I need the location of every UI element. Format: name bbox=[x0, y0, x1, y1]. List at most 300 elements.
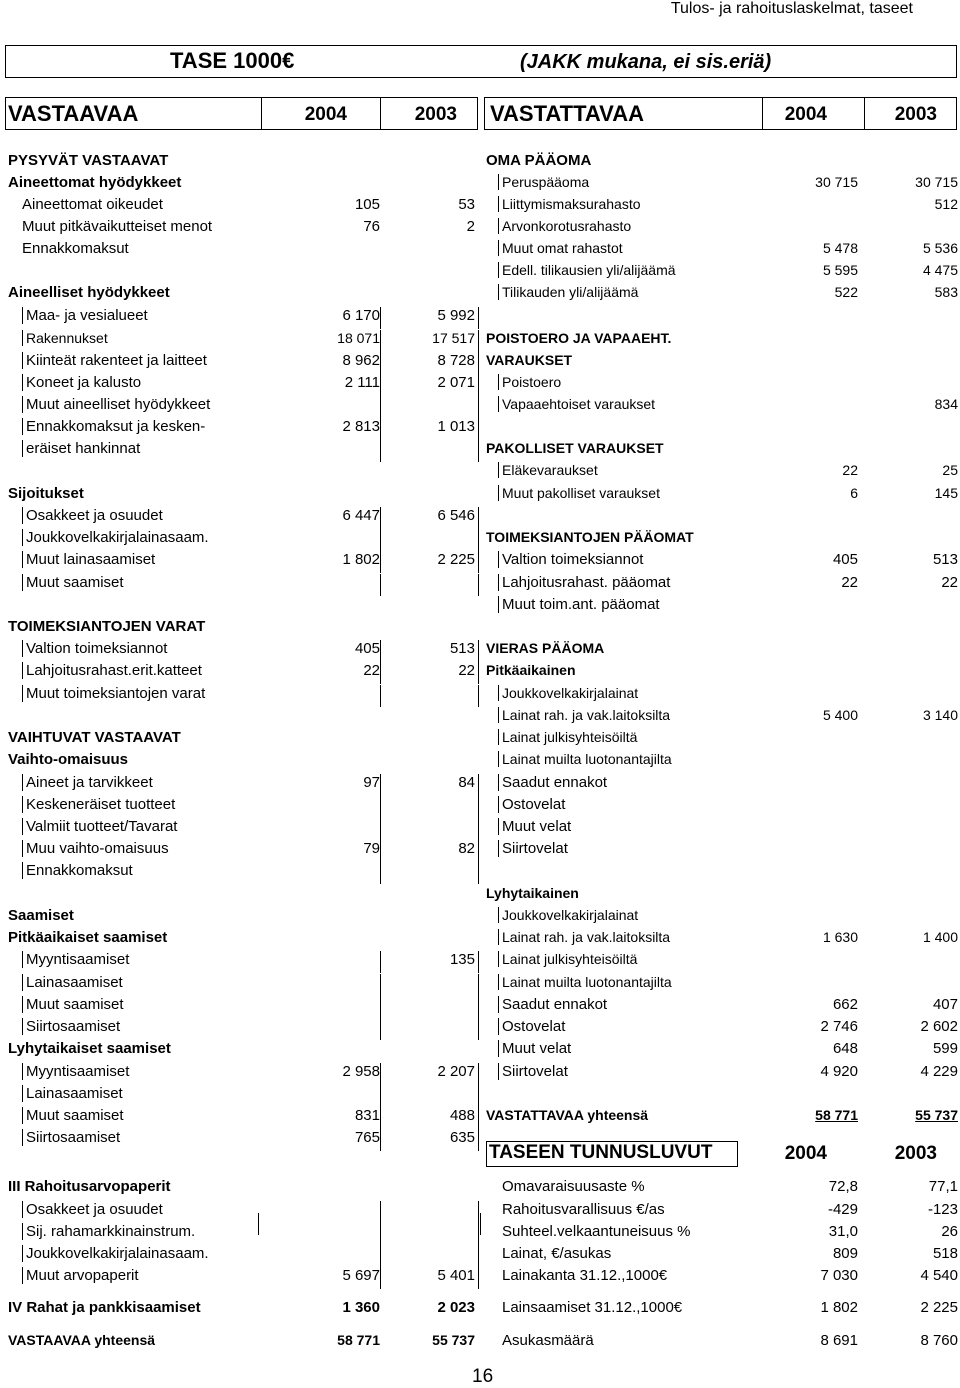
divider bbox=[478, 330, 479, 352]
asset-row bbox=[0, 507, 480, 529]
asset-value-2003: 8 728 bbox=[437, 352, 475, 369]
asset-value-2003: 488 bbox=[449, 1107, 475, 1124]
asset-value-2003: 135 bbox=[449, 951, 475, 968]
liability-value-2003: 583 bbox=[934, 284, 958, 300]
liability-row bbox=[484, 974, 960, 996]
liability-label: VIERAS PÄÄOMA bbox=[486, 640, 605, 656]
liability-value-2003: 4 475 bbox=[922, 262, 958, 278]
divider bbox=[380, 396, 381, 418]
asset-row bbox=[0, 729, 480, 751]
divider bbox=[380, 1107, 381, 1129]
divider bbox=[478, 1018, 479, 1040]
asset-row bbox=[0, 1245, 480, 1267]
asset-label: Muut aineelliset hyödykkeet bbox=[22, 396, 210, 413]
asset-label: Lainasaamiset bbox=[22, 1085, 123, 1102]
ratio-row bbox=[484, 1332, 960, 1354]
liability-row bbox=[484, 485, 960, 507]
ratios-title: TASEEN TUNNUSLUVUT bbox=[486, 1141, 738, 1167]
asset-row bbox=[0, 240, 480, 262]
liability-value-2004: 1 630 bbox=[822, 929, 858, 945]
asset-row bbox=[0, 951, 480, 973]
liability-row bbox=[484, 885, 960, 907]
asset-label: Joukkovelkakirjalainasaam. bbox=[22, 529, 209, 546]
asset-row bbox=[0, 330, 480, 352]
ratio-row bbox=[484, 1223, 960, 1245]
asset-label: Muut pitkävaikutteiset menot bbox=[22, 218, 213, 235]
ratio-label: Omavaraisuusaste % bbox=[502, 1178, 645, 1195]
asset-row bbox=[0, 974, 480, 996]
divider bbox=[380, 1267, 381, 1289]
divider bbox=[478, 574, 479, 596]
liability-label: TOIMEKSIANTOJEN PÄÄOMAT bbox=[486, 529, 694, 545]
divider bbox=[380, 374, 381, 396]
asset-row bbox=[0, 796, 480, 818]
asset-row bbox=[0, 418, 480, 440]
divider bbox=[380, 1201, 381, 1223]
liability-value-2003: 407 bbox=[932, 996, 958, 1013]
asset-value-2003: 55 737 bbox=[432, 1332, 475, 1348]
liability-row bbox=[484, 685, 960, 707]
asset-value-2003: 2 023 bbox=[437, 1299, 475, 1316]
liability-label: Eläkevaraukset bbox=[498, 462, 598, 478]
liability-label: Lahjoitusrahast. pääomat bbox=[498, 574, 670, 591]
liability-label: Vapaaehtoiset varaukset bbox=[498, 396, 655, 412]
ratio-value-2003: 77,1 bbox=[928, 1178, 958, 1195]
divider bbox=[478, 1223, 479, 1245]
ratio-value-2003: -123 bbox=[927, 1201, 958, 1218]
asset-value-2003: 2 225 bbox=[437, 551, 475, 568]
asset-row bbox=[0, 618, 480, 640]
liability-label: Muut velat bbox=[498, 818, 571, 835]
ratio-label: Lainat, €/asukas bbox=[502, 1245, 612, 1262]
liability-row bbox=[484, 774, 960, 796]
asset-row bbox=[0, 1201, 480, 1223]
liability-row bbox=[484, 729, 960, 751]
liability-label: POISTOERO JA VAPAAEHT. bbox=[486, 330, 672, 346]
asset-row bbox=[0, 1332, 480, 1354]
liability-row bbox=[484, 796, 960, 818]
asset-label: Saamiset bbox=[8, 907, 74, 924]
liability-value-2003: 145 bbox=[934, 485, 958, 501]
liability-row bbox=[484, 174, 960, 196]
liability-value-2004: 22 bbox=[841, 574, 858, 591]
asset-value-2003: 2 bbox=[466, 218, 475, 235]
asset-value-2004: 6 447 bbox=[342, 507, 380, 524]
ratio-row bbox=[484, 1178, 960, 1200]
divider bbox=[380, 307, 381, 329]
asset-row bbox=[0, 1107, 480, 1129]
asset-value-2004: 1 360 bbox=[342, 1299, 380, 1316]
ratios-year-2003: 2003 bbox=[894, 1143, 937, 1164]
liability-label: Lainat julkisyhteisöiltä bbox=[498, 951, 637, 967]
liability-label: Valtion toimeksiannot bbox=[498, 551, 643, 568]
asset-label: Lahjoitusrahast.erit.katteet bbox=[22, 662, 202, 679]
divider bbox=[478, 374, 479, 396]
asset-row bbox=[0, 174, 480, 196]
asset-row bbox=[0, 1063, 480, 1085]
ratio-value-2004: 31,0 bbox=[828, 1223, 858, 1240]
asset-label: PYSYVÄT VASTAAVAT bbox=[8, 152, 169, 169]
ratio-label: Rahoitusvarallisuus €/as bbox=[502, 1201, 665, 1218]
asset-label: Osakkeet ja osuudet bbox=[22, 507, 163, 524]
divider bbox=[478, 640, 479, 662]
liability-value-2003: 2 602 bbox=[920, 1018, 958, 1035]
divider bbox=[478, 1201, 479, 1223]
asset-row bbox=[0, 862, 480, 884]
asset-label: Rakennukset bbox=[22, 330, 108, 346]
divider bbox=[380, 352, 381, 374]
liability-label: Siirtovelat bbox=[498, 840, 568, 857]
asset-row bbox=[0, 840, 480, 862]
asset-value-2004: 22 bbox=[363, 662, 380, 679]
liability-label: VASTATTAVAA yhteensä bbox=[486, 1107, 649, 1123]
divider bbox=[478, 840, 479, 862]
asset-label: Muu vaihto-omaisuus bbox=[22, 840, 169, 857]
asset-label: Myyntisaamiset bbox=[22, 1063, 129, 1080]
liab-year-2004: 2004 bbox=[784, 104, 827, 125]
liability-value-2004: 5 478 bbox=[822, 240, 858, 256]
liability-label: OMA PÄÄOMA bbox=[486, 152, 592, 169]
assets-year-2004: 2004 bbox=[304, 104, 347, 125]
asset-row bbox=[0, 774, 480, 796]
asset-value-2004: 18 071 bbox=[337, 330, 380, 346]
divider bbox=[380, 774, 381, 796]
divider bbox=[380, 685, 381, 707]
liability-value-2004: 405 bbox=[832, 551, 858, 568]
liability-row bbox=[484, 596, 960, 618]
asset-label: Siirtosaamiset bbox=[22, 1129, 120, 1146]
asset-value-2003: 635 bbox=[449, 1129, 475, 1146]
divider bbox=[478, 1129, 479, 1151]
divider bbox=[380, 840, 381, 862]
ratio-value-2004: -429 bbox=[827, 1201, 858, 1218]
divider bbox=[478, 1267, 479, 1289]
asset-row bbox=[0, 396, 480, 418]
divider bbox=[380, 862, 381, 884]
asset-value-2004: 2 111 bbox=[344, 374, 380, 391]
asset-value-2003: 5 401 bbox=[437, 1267, 475, 1284]
asset-row bbox=[0, 152, 480, 174]
asset-row bbox=[0, 996, 480, 1018]
divider bbox=[380, 796, 381, 818]
asset-value-2004: 5 697 bbox=[342, 1267, 380, 1284]
divider bbox=[478, 529, 479, 551]
ratio-value-2003: 26 bbox=[941, 1223, 958, 1240]
liability-value-2003: 30 715 bbox=[915, 174, 958, 190]
liab-title: VASTATTAVAA bbox=[490, 101, 644, 126]
liability-row bbox=[484, 951, 960, 973]
divider bbox=[478, 307, 479, 329]
asset-row bbox=[0, 818, 480, 840]
liability-label: Lainat julkisyhteisöiltä bbox=[498, 729, 637, 745]
asset-label: Muut saamiset bbox=[22, 996, 124, 1013]
ratio-value-2004: 72,8 bbox=[828, 1178, 858, 1195]
asset-label: Siirtosaamiset bbox=[22, 1018, 120, 1035]
asset-label: Osakkeet ja osuudet bbox=[22, 1201, 163, 1218]
liability-row bbox=[484, 574, 960, 596]
liability-label: Lainat rah. ja vak.laitoksilta bbox=[498, 929, 670, 945]
ratio-label: Lainakanta 31.12.,1000€ bbox=[502, 1267, 668, 1284]
divider bbox=[380, 640, 381, 662]
ratio-row bbox=[484, 1201, 960, 1223]
asset-label: Sij. rahamarkkinainstrum. bbox=[22, 1223, 195, 1240]
liability-label: PAKOLLISET VARAUKSET bbox=[486, 440, 664, 456]
asset-row bbox=[0, 1040, 480, 1062]
ratio-row bbox=[484, 1245, 960, 1267]
asset-label: Myyntisaamiset bbox=[22, 951, 129, 968]
divider bbox=[478, 1107, 479, 1129]
divider bbox=[380, 818, 381, 840]
asset-label: Keskeneräiset tuotteet bbox=[22, 796, 175, 813]
asset-label: Pitkäaikaiset saamiset bbox=[8, 929, 168, 946]
asset-value-2003: 2 207 bbox=[437, 1063, 475, 1080]
asset-row bbox=[0, 1178, 480, 1200]
divider bbox=[380, 440, 381, 462]
asset-label: Muut lainasaamiset bbox=[22, 551, 155, 568]
asset-value-2004: 79 bbox=[363, 840, 380, 857]
asset-value-2004: 97 bbox=[363, 774, 380, 791]
liability-row bbox=[484, 262, 960, 284]
divider bbox=[478, 662, 479, 684]
asset-label: Aineettomat hyödykkeet bbox=[8, 174, 182, 191]
asset-label: Joukkovelkakirjalainasaam. bbox=[22, 1245, 209, 1262]
asset-value-2004: 405 bbox=[354, 640, 380, 657]
asset-value-2004: 8 962 bbox=[342, 352, 380, 369]
divider bbox=[380, 951, 381, 973]
asset-value-2004: 105 bbox=[354, 196, 380, 213]
asset-label: Valtion toimeksiannot bbox=[22, 640, 167, 657]
asset-row bbox=[0, 551, 480, 573]
liability-row bbox=[484, 462, 960, 484]
liab-year-2003: 2003 bbox=[894, 104, 937, 125]
liability-value-2003: 25 bbox=[942, 462, 958, 478]
asset-label: eräiset hankinnat bbox=[22, 440, 140, 457]
ratio-value-2004: 1 802 bbox=[820, 1299, 858, 1316]
liability-value-2004: 522 bbox=[834, 284, 858, 300]
divider bbox=[380, 330, 381, 352]
liability-label: Saadut ennakot bbox=[498, 996, 607, 1013]
liability-row bbox=[484, 374, 960, 396]
liability-value-2003: 834 bbox=[934, 396, 958, 412]
divider bbox=[478, 1085, 479, 1107]
ratio-label: Asukasmäärä bbox=[502, 1332, 594, 1349]
asset-value-2004: 2 813 bbox=[342, 418, 380, 435]
assets-title: VASTAAVAA bbox=[8, 101, 139, 126]
asset-value-2003: 53 bbox=[458, 196, 475, 213]
liability-label: Muut velat bbox=[498, 1040, 571, 1057]
ratio-row bbox=[484, 1299, 960, 1321]
asset-value-2004: 831 bbox=[354, 1107, 380, 1124]
asset-row bbox=[0, 685, 480, 707]
asset-row bbox=[0, 485, 480, 507]
divider bbox=[380, 529, 381, 551]
liability-label: Lainat muilta luotonantajilta bbox=[498, 974, 672, 990]
asset-row bbox=[0, 751, 480, 773]
divider bbox=[478, 352, 479, 374]
asset-label: Aineet ja tarvikkeet bbox=[22, 774, 153, 791]
asset-value-2004: 58 771 bbox=[337, 1332, 380, 1348]
liability-label: Saadut ennakot bbox=[498, 774, 607, 791]
ratio-value-2003: 8 760 bbox=[920, 1332, 958, 1349]
asset-value-2003: 2 071 bbox=[437, 374, 475, 391]
divider bbox=[478, 551, 479, 573]
liability-row bbox=[484, 662, 960, 684]
page-number: 16 bbox=[472, 1366, 494, 1387]
liability-row bbox=[484, 1040, 960, 1062]
ratio-value-2004: 7 030 bbox=[820, 1267, 858, 1284]
divider bbox=[478, 396, 479, 418]
divider bbox=[478, 818, 479, 840]
asset-label: Vaihto-omaisuus bbox=[8, 751, 129, 768]
liability-label: Pitkäaikainen bbox=[486, 662, 576, 678]
divider bbox=[380, 996, 381, 1018]
asset-label: Kiinteät rakenteet ja laitteet bbox=[22, 352, 207, 369]
asset-row bbox=[0, 196, 480, 218]
liability-label: Muut pakolliset varaukset bbox=[498, 485, 660, 501]
liability-row bbox=[484, 440, 960, 462]
asset-label: IV Rahat ja pankkisaamiset bbox=[8, 1299, 201, 1316]
assets-year-2003: 2003 bbox=[414, 104, 457, 125]
divider bbox=[478, 974, 479, 996]
liability-label: Liittymismaksurahasto bbox=[498, 196, 641, 212]
liability-row bbox=[484, 751, 960, 773]
asset-value-2004: 765 bbox=[354, 1129, 380, 1146]
ratio-label: Suhteel.velkaantuneisuus % bbox=[502, 1223, 691, 1240]
divider bbox=[380, 974, 381, 996]
asset-label: III Rahoitusarvopaperit bbox=[8, 1178, 171, 1195]
asset-row bbox=[0, 352, 480, 374]
liability-row bbox=[484, 240, 960, 262]
asset-row bbox=[0, 574, 480, 596]
liability-row bbox=[484, 907, 960, 929]
liability-value-2004: 6 bbox=[850, 485, 858, 501]
divider bbox=[478, 996, 479, 1018]
liability-row bbox=[484, 929, 960, 951]
liability-value-2003: 5 536 bbox=[922, 240, 958, 256]
divider bbox=[478, 418, 479, 440]
divider bbox=[478, 862, 479, 884]
ratio-value-2003: 4 540 bbox=[920, 1267, 958, 1284]
liability-label: Lyhytaikainen bbox=[486, 885, 579, 901]
asset-label: Muut saamiset bbox=[22, 1107, 124, 1124]
asset-row bbox=[0, 1018, 480, 1040]
asset-value-2003: 5 992 bbox=[437, 307, 475, 324]
asset-label: TOIMEKSIANTOJEN VARAT bbox=[8, 618, 206, 635]
liability-row bbox=[484, 1063, 960, 1085]
liability-label: VARAUKSET bbox=[486, 352, 573, 368]
liability-label: Lainat rah. ja vak.laitoksilta bbox=[498, 707, 670, 723]
liability-row bbox=[484, 152, 960, 174]
divider bbox=[478, 774, 479, 796]
liability-value-2003: 599 bbox=[932, 1040, 958, 1057]
divider bbox=[478, 440, 479, 462]
liability-value-2003: 512 bbox=[934, 196, 958, 212]
liability-value-2003: 4 229 bbox=[920, 1063, 958, 1080]
asset-value-2004: 6 170 bbox=[342, 307, 380, 324]
asset-value-2003: 82 bbox=[458, 840, 475, 857]
liability-value-2004: 4 920 bbox=[820, 1063, 858, 1080]
asset-row bbox=[0, 374, 480, 396]
divider bbox=[380, 418, 381, 440]
asset-row bbox=[0, 929, 480, 951]
liability-value-2004: 5 595 bbox=[822, 262, 858, 278]
ratio-value-2003: 2 225 bbox=[920, 1299, 958, 1316]
asset-label: Aineettomat oikeudet bbox=[22, 196, 163, 213]
asset-row bbox=[0, 1085, 480, 1107]
asset-row bbox=[0, 218, 480, 240]
liability-row bbox=[484, 551, 960, 573]
liability-label: Ostovelat bbox=[498, 796, 565, 813]
divider bbox=[478, 507, 479, 529]
asset-value-2004: 76 bbox=[363, 218, 380, 235]
ratio-value-2004: 8 691 bbox=[820, 1332, 858, 1349]
asset-label: Muut saamiset bbox=[22, 574, 124, 591]
liability-row bbox=[484, 284, 960, 306]
liability-label: Joukkovelkakirjalainat bbox=[498, 907, 638, 923]
liability-label: Tilikauden yli/alijäämä bbox=[498, 284, 638, 300]
asset-row bbox=[0, 640, 480, 662]
asset-label: VAIHTUVAT VASTAAVAT bbox=[8, 729, 181, 746]
divider bbox=[380, 1018, 381, 1040]
asset-label: Valmiit tuotteet/Tavarat bbox=[22, 818, 177, 835]
ratio-row bbox=[484, 1267, 960, 1289]
divider bbox=[261, 97, 262, 130]
liability-label: Arvonkorotusrahasto bbox=[498, 218, 631, 234]
asset-row bbox=[0, 662, 480, 684]
liability-label: Poistoero bbox=[498, 374, 561, 390]
divider bbox=[380, 662, 381, 684]
divider bbox=[478, 951, 479, 973]
asset-label: Koneet ja kalusto bbox=[22, 374, 141, 391]
liability-row bbox=[484, 1018, 960, 1040]
liability-value-2003: 55 737 bbox=[915, 1107, 958, 1123]
asset-row bbox=[0, 1223, 480, 1245]
liability-label: Joukkovelkakirjalainat bbox=[498, 685, 638, 701]
asset-row bbox=[0, 907, 480, 929]
divider bbox=[258, 1213, 259, 1235]
liability-label: Muut omat rahastot bbox=[498, 240, 623, 256]
asset-row bbox=[0, 1299, 480, 1321]
liability-row bbox=[484, 1107, 960, 1129]
asset-label: VASTAAVAA yhteensä bbox=[8, 1332, 156, 1348]
divider bbox=[478, 1245, 479, 1267]
liability-value-2003: 513 bbox=[932, 551, 958, 568]
asset-value-2003: 84 bbox=[458, 774, 475, 791]
divider bbox=[480, 1213, 481, 1235]
liability-value-2003: 22 bbox=[941, 574, 958, 591]
divider bbox=[478, 796, 479, 818]
asset-row bbox=[0, 529, 480, 551]
asset-value-2003: 22 bbox=[458, 662, 475, 679]
liability-row bbox=[484, 640, 960, 662]
divider bbox=[380, 574, 381, 596]
divider bbox=[478, 685, 479, 707]
liability-value-2004: 2 746 bbox=[820, 1018, 858, 1035]
divider bbox=[380, 1085, 381, 1107]
asset-row bbox=[0, 1267, 480, 1289]
liability-label: Lainat muilta luotonantajilta bbox=[498, 751, 672, 767]
liability-value-2004: 30 715 bbox=[815, 174, 858, 190]
asset-label: Lainasaamiset bbox=[22, 974, 123, 991]
liability-row bbox=[484, 196, 960, 218]
divider bbox=[380, 507, 381, 529]
asset-value-2004: 2 958 bbox=[342, 1063, 380, 1080]
liability-value-2004: 22 bbox=[842, 462, 858, 478]
liability-value-2004: 5 400 bbox=[822, 707, 858, 723]
divider bbox=[380, 1129, 381, 1151]
ratio-value-2004: 809 bbox=[832, 1245, 858, 1262]
liability-value-2004: 58 771 bbox=[815, 1107, 858, 1123]
